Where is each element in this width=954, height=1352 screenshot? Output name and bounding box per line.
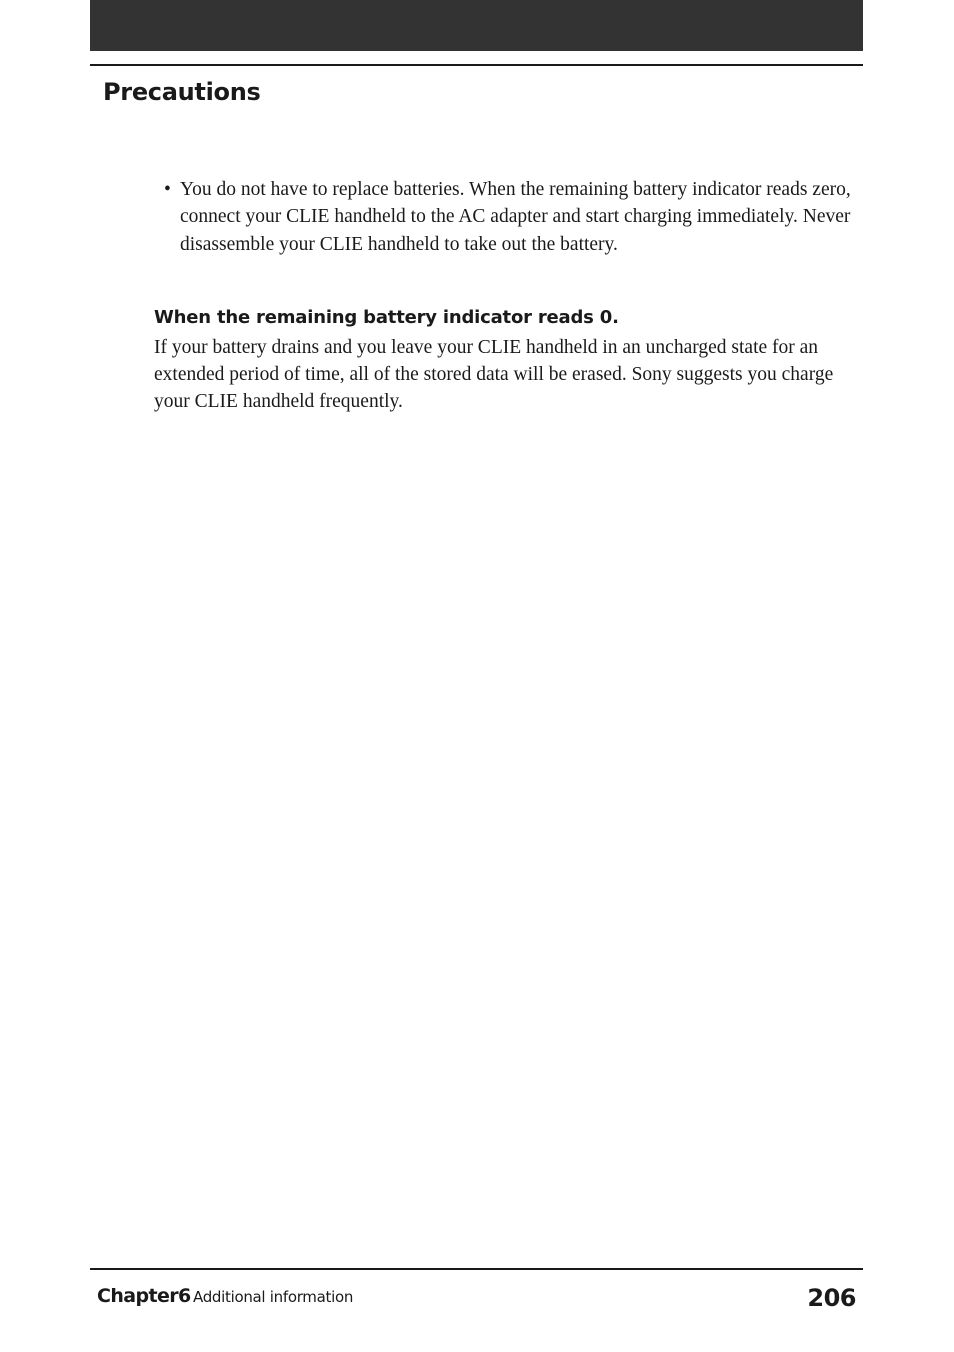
bullet-list <box>164 176 854 258</box>
subheading: When the remaining battery indicator reads 0. <box>154 307 619 328</box>
bullet-text: You do not have to replace batteries. When the remaining battery indicator reads zero, connect your CLIE handheld to the AC adapter and start charging immediately. Never disassemble your CLIE handheld to take out the battery. <box>180 179 851 255</box>
body-paragraph: If your battery drains and you leave your CLIE handheld in an uncharged state for an extended period of time, all of the stored data will be erased. Sony suggests you charge your CLIE handheld frequently. <box>154 337 834 413</box>
page-number: 206 <box>807 1284 856 1312</box>
list-item <box>164 176 854 258</box>
footer-rule <box>90 1268 863 1270</box>
header-bar <box>90 0 863 51</box>
bullet-marker: • <box>164 179 171 200</box>
footer-chapter: Chapter6 <box>97 1285 191 1307</box>
page-title: Precautions <box>103 78 261 106</box>
footer-section: Additional information <box>193 1288 354 1306</box>
header-rule <box>90 64 863 66</box>
